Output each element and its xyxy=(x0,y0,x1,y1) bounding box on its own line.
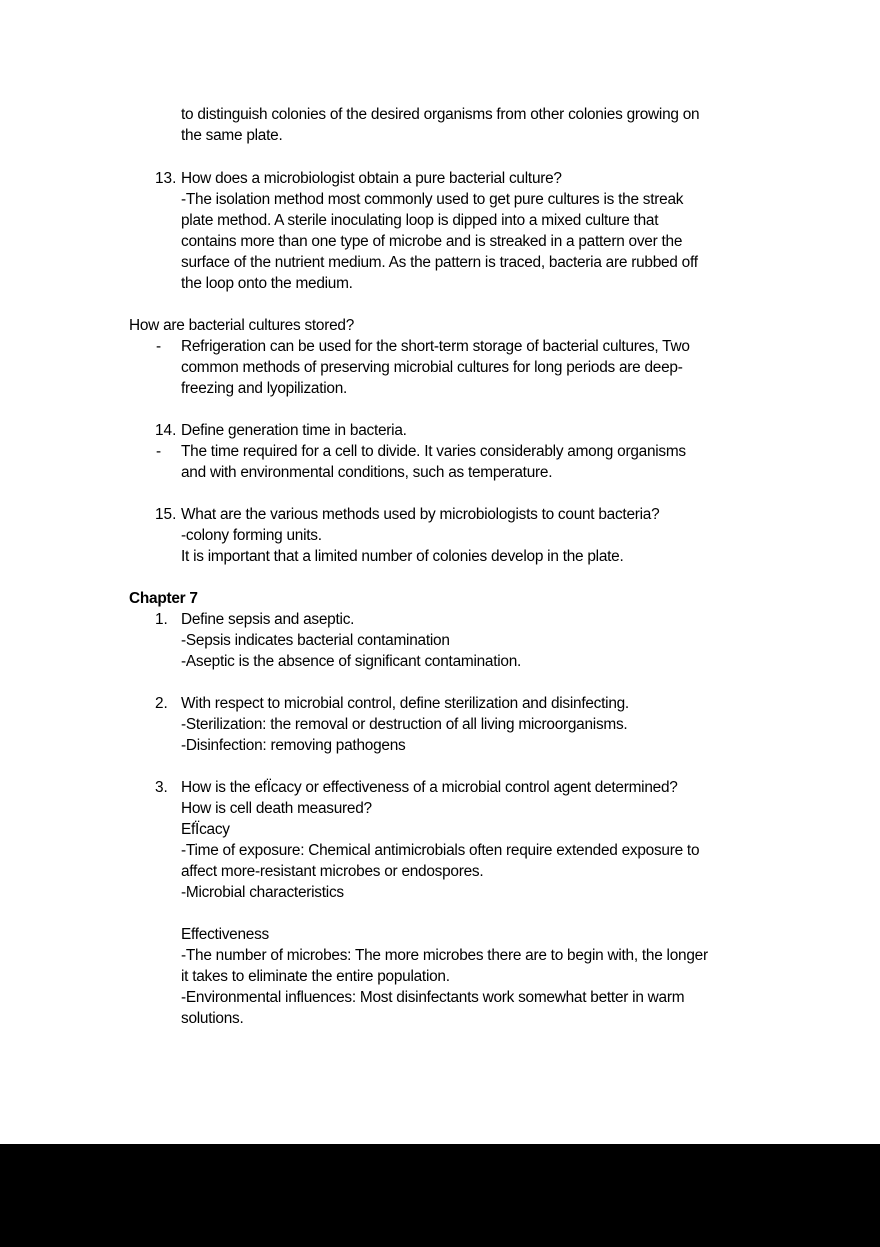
text-line: The time required for a cell to divide. It varies considerably among organisms xyxy=(181,443,686,460)
question-14: Define generation time in bacteria. xyxy=(181,422,407,439)
text-line: -The number of microbes: The more microbes there are to begin with, the longer xyxy=(181,947,708,964)
list-number: 3. xyxy=(155,779,168,796)
text-line: Refrigeration can be used for the short-term storage of bacterial cultures, Two xyxy=(181,338,690,355)
text-line: -Environmental influences: Most disinfectants work somewhat better in warm xyxy=(181,989,685,1006)
text-line: solutions. xyxy=(181,1010,244,1027)
page-bottom-black-area xyxy=(0,1144,880,1247)
text-line: to distinguish colonies of the desired organisms from other colonies growing on xyxy=(181,106,700,123)
list-number: 2. xyxy=(155,695,168,712)
chapter7-question-3: How is the efÏcacy or effectiveness of a microbial control agent determined? xyxy=(181,779,678,796)
section-question-stored: How are bacterial cultures stored? xyxy=(129,317,355,334)
question-15: What are the various methods used by microbiologists to count bacteria? xyxy=(181,506,660,523)
list-number: 1. xyxy=(155,611,168,628)
text-line: plate method. A sterile inoculating loop is dipped into a mixed culture that xyxy=(181,212,659,229)
text-line: How is cell death measured? xyxy=(181,800,372,817)
text-line: -colony forming units. xyxy=(181,527,322,544)
text-line: affect more-resistant microbes or endospores. xyxy=(181,863,484,880)
text-line: -The isolation method most commonly used to get pure cultures is the streak xyxy=(181,191,684,208)
text-line: -Microbial characteristics xyxy=(181,884,344,901)
text-line: -Sterilization: the removal or destruction of all living microorganisms. xyxy=(181,716,628,733)
text-line: and with environmental conditions, such as temperature. xyxy=(181,464,553,481)
question-13: How does a microbiologist obtain a pure bacterial culture? xyxy=(181,170,562,187)
list-number: 14. xyxy=(155,422,177,439)
text-line: It is important that a limited number of colonies develop in the plate. xyxy=(181,548,624,565)
chapter-heading: Chapter 7 xyxy=(129,590,198,607)
dash-bullet: - xyxy=(156,443,162,460)
subheading-effectiveness: Effectiveness xyxy=(181,926,270,943)
dash-bullet: - xyxy=(156,338,162,355)
text-line: -Disinfection: removing pathogens xyxy=(181,737,406,754)
chapter7-question-1: Define sepsis and aseptic. xyxy=(181,611,355,628)
text-line: the loop onto the medium. xyxy=(181,275,353,292)
text-line: surface of the nutrient medium. As the pattern is traced, bacteria are rubbed off xyxy=(181,254,698,271)
text-line: freezing and lyopilization. xyxy=(181,380,348,397)
text-line: contains more than one type of microbe and is streaked in a pattern over the xyxy=(181,233,683,250)
text-line: -Time of exposure: Chemical antimicrobials often require extended exposure to xyxy=(181,842,700,859)
subheading-efficacy: EfÏcacy xyxy=(181,821,230,838)
list-number: 15. xyxy=(155,506,177,523)
chapter7-question-2: With respect to microbial control, define sterilization and disinfecting. xyxy=(181,695,629,712)
text-line: it takes to eliminate the entire population. xyxy=(181,968,450,985)
text-line: the same plate. xyxy=(181,127,283,144)
text-line: common methods of preserving microbial cultures for long periods are deep- xyxy=(181,359,683,376)
list-number: 13. xyxy=(155,170,177,187)
text-line: -Aseptic is the absence of significant contamination. xyxy=(181,653,522,670)
text-line: -Sepsis indicates bacterial contamination xyxy=(181,632,450,649)
